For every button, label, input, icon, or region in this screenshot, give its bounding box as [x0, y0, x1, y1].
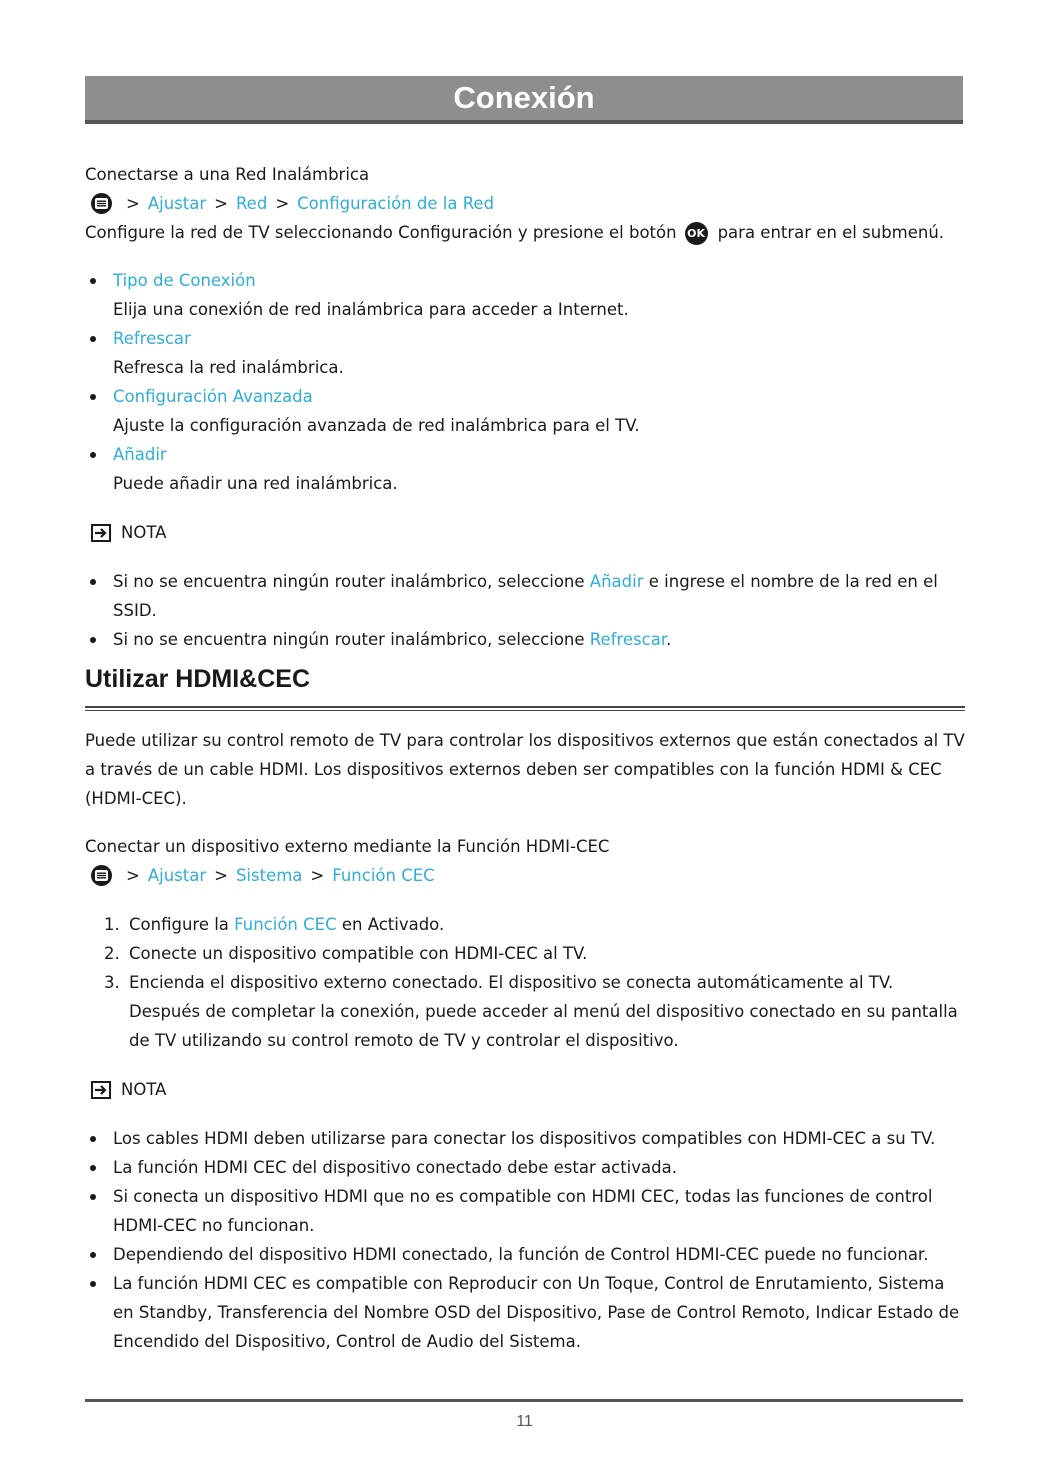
list-item [85, 382, 965, 440]
list-item [85, 1240, 965, 1269]
step-text: Conecte un dispositivo compatible con HDMI-CEC al TV. [129, 944, 588, 963]
bullet-icon [90, 278, 96, 284]
section-banner [85, 76, 963, 124]
wireless-menu-path [85, 189, 965, 218]
note-text: Si no se encuentra ningún router inalámbrico, seleccione [113, 630, 585, 649]
step-text: Encienda el dispositivo externo conectado. El dispositivo se conecta automáticamente al TV. Después de completar la conexión, puede acceder al menú del dispositivo conectado en su pantalla de TV utilizando su control remoto de TV y controlar el dispositivo. [129, 973, 958, 1050]
wireless-description [85, 218, 965, 247]
note-header [85, 518, 965, 547]
option-desc: Refresca la red inalámbrica. [113, 358, 344, 377]
note-text: e ingrese el nombre de la red en el SSID. [113, 572, 938, 620]
bullet-icon [90, 452, 96, 458]
option-refrescar[interactable]: Refrescar [113, 329, 191, 348]
bullet-icon [90, 1165, 96, 1171]
path-ajustar[interactable]: Ajustar [147, 194, 207, 213]
step-number: 1. [104, 915, 120, 934]
hdmi-title: Utilizar HDMI&CEC [85, 665, 311, 693]
path-ajustar[interactable]: Ajustar [147, 866, 207, 885]
option-desc: Puede añadir una red inalámbrica. [113, 474, 398, 493]
path-separator: > [310, 866, 325, 885]
list-item [85, 324, 965, 382]
list-item [85, 440, 965, 498]
note-header [85, 1075, 965, 1104]
note-text: Dependiendo del dispositivo HDMI conectado, la función de Control HDMI-CEC puede no funcionar. [113, 1245, 929, 1264]
link-funcion-cec[interactable]: Función CEC [234, 915, 337, 934]
step-item [85, 968, 965, 1055]
footer-divider [85, 1399, 963, 1402]
step-text: en Activado. [341, 915, 445, 934]
desc-text: para entrar en el submenú. [717, 223, 945, 242]
note-label: NOTA [121, 523, 167, 542]
note-arrow-icon [91, 524, 111, 542]
hdmi-section-header [85, 664, 965, 708]
bullet-icon [90, 1252, 96, 1258]
hdmi-intro: Puede utilizar su control remoto de TV para controlar los dispositivos externos que están conectados al TV a través de un cable HDMI. Los dispositivos externos deben ser compatibles con la función HDMI & CEC (HDMI-CEC). [85, 731, 965, 808]
step-text: Configure la [129, 915, 229, 934]
menu-icon [91, 865, 112, 886]
list-item [85, 1269, 965, 1356]
note-label: NOTA [121, 1080, 167, 1099]
path-separator: > [214, 194, 228, 213]
path-separator: > [275, 194, 290, 213]
bullet-icon [90, 336, 96, 342]
wireless-notes-list [85, 567, 965, 654]
path-configuracion-red[interactable]: Configuración de la Red [297, 194, 495, 213]
note-text: Si conecta un dispositivo HDMI que no es compatible con HDMI CEC, todas las funciones de control HDMI-CEC no funcionan. [113, 1187, 933, 1235]
list-item [85, 625, 965, 654]
bullet-icon [90, 579, 96, 585]
wireless-options-list [85, 266, 965, 498]
menu-icon [91, 193, 112, 214]
note-text: . [666, 630, 672, 649]
step-item [85, 939, 965, 968]
path-sistema[interactable]: Sistema [235, 866, 303, 885]
path-funcion-cec[interactable]: Función CEC [332, 866, 435, 885]
path-red[interactable]: Red [235, 194, 268, 213]
bullet-icon [90, 1281, 96, 1287]
bullet-icon [90, 1136, 96, 1142]
link-anadir[interactable]: Añadir [589, 572, 644, 591]
hdmi-notes-list [85, 1124, 965, 1356]
wireless-heading: Conectarse a una Red Inalámbrica [85, 165, 370, 184]
note-text: La función HDMI CEC del dispositivo conectado debe estar activada. [113, 1158, 677, 1177]
bullet-icon [90, 394, 96, 400]
list-item [85, 567, 965, 625]
option-configuracion-avanzada[interactable]: Configuración Avanzada [113, 387, 313, 406]
step-number: 2. [104, 944, 120, 963]
list-item [85, 1182, 965, 1240]
list-item [85, 266, 965, 324]
note-arrow-icon [91, 1081, 111, 1099]
hdmi-connect-heading: Conectar un dispositivo externo mediante la Función HDMI-CEC [85, 837, 610, 856]
hdmi-steps-list [85, 910, 965, 1055]
option-desc: Elija una conexión de red inalámbrica para acceder a Internet. [113, 300, 629, 319]
note-text: Si no se encuentra ningún router inalámbrico, seleccione [113, 572, 585, 591]
bullet-icon [90, 637, 96, 643]
option-anadir[interactable]: Añadir [113, 445, 167, 464]
path-separator: > [214, 866, 228, 885]
page-content [85, 160, 965, 1356]
hdmi-menu-path [85, 861, 965, 890]
list-item [85, 1153, 965, 1182]
link-refrescar[interactable]: Refrescar [589, 630, 667, 649]
list-item [85, 1124, 965, 1153]
note-text: Los cables HDMI deben utilizarse para conectar los dispositivos compatibles con HDMI-CEC a su TV. [113, 1129, 936, 1148]
desc-text: Configure la red de TV seleccionando Configuración y presione el botón [85, 223, 677, 242]
title-divider [85, 706, 965, 708]
step-item [85, 910, 965, 939]
option-desc: Ajuste la configuración avanzada de red inalámbrica para el TV. [113, 416, 640, 435]
step-number: 3. [104, 973, 120, 992]
ok-button-icon: OK [685, 222, 708, 245]
path-separator: > [126, 194, 140, 213]
path-separator: > [126, 866, 140, 885]
page-number: 11 [516, 1413, 533, 1430]
option-tipo-conexion[interactable]: Tipo de Conexión [113, 271, 256, 290]
bullet-icon [90, 1194, 96, 1200]
section-title: Conexión [453, 80, 595, 115]
note-text: La función HDMI CEC es compatible con Reproducir con Un Toque, Control de Enrutamiento, Sistema en Standby, Transferencia del Nombre OSD del Dispositivo, Pase de Control Remoto, Indicar Estado de Encendido del Dispositivo, Control de Audio del Sistema. [113, 1274, 960, 1351]
